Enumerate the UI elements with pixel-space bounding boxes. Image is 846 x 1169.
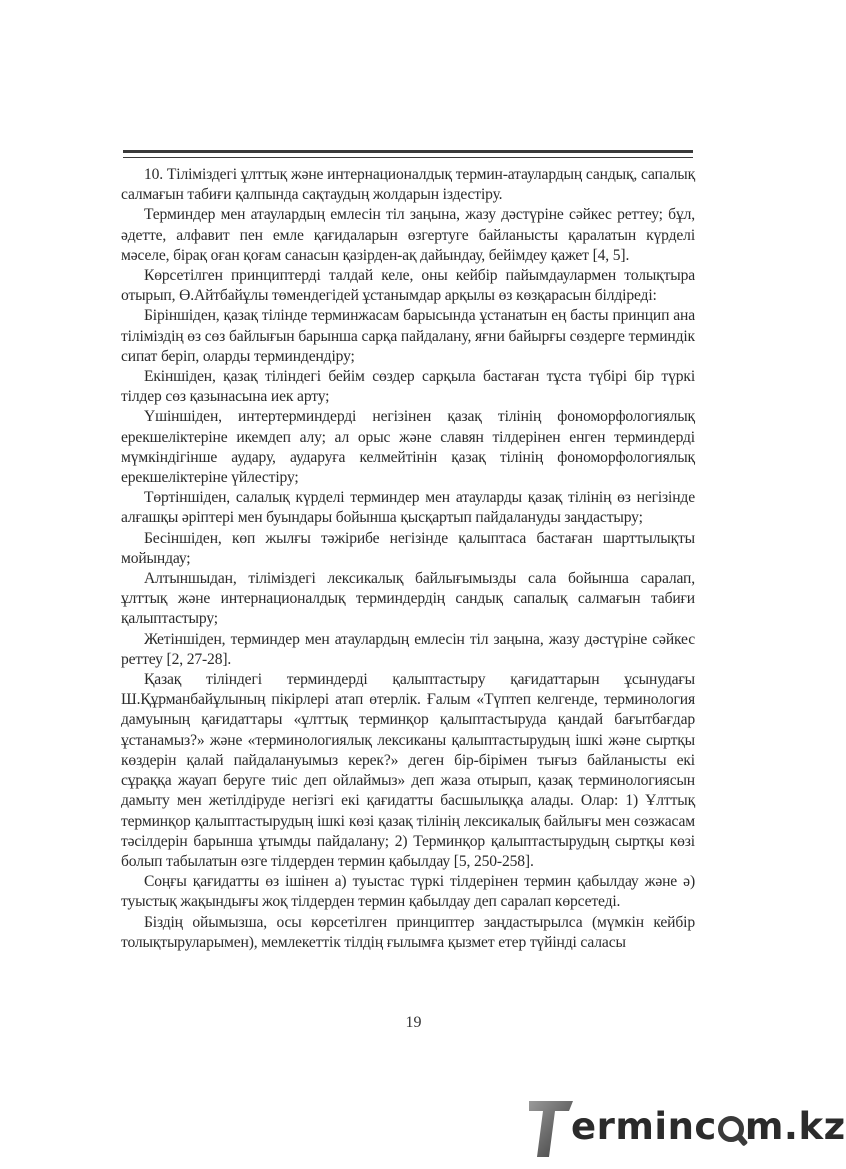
magnifier-icon <box>718 1116 744 1142</box>
paragraph: Үшіншіден, интертерминдерді негізінен қазақ тілінің фономорфологиялық ерекшеліктеріне икемдеп алу; ал орыс және славян тілдерінен енген терминдерді мүмкіндігінше аудару, аударуға келмейтінін қазақ тілінің фономорфологиялық ерекшеліктеріне үйлестіру; <box>121 408 695 487</box>
paragraph: 10. Тіліміздегі ұлттық және интернационалдық термин-атаулардың сандық, сапалық салмағын табиғи қалпында сақтаудың жолдарын іздестіру. <box>121 166 695 204</box>
paragraph: Қазақ тіліндегі терминдерді қалыптастыру қағидаттарын ұсынудағы Ш.Құрманбайұлының пікірлері атап өтерлік. Ғалым «Түптеп келгенде, терминология дамуының қағидаттары «ұлттық терминқор қалыптастыруда қандай бағытбағдар ұстанамыз?» және «терминологиялық лексиканы қалыптастырудың ішкі және сыртқы көздерін қалай пайдалануымыз керек?» деген бір-бірімен тығыз байланысты екі сұраққа жауап беруге тиіс деп ойлаймыз» деп жаза отырып, қазақ терминологиясын дамыту мен жетілдіруде негізгі екі қағидатты басшылыққа алады. Олар: 1) Ұлттық терминқор қалыптастырудың ішкі көзі қазақ тілінің лексикалық байлығы мен сөзжасам тәсілдерін барынша ұтымды пайдалану; 2) Терминқор қалыптастырудың сыртқы көзі болып табылатын өзге тілдерден термин қабылдау [5, 250-258]. <box>121 671 695 870</box>
paragraph: Алтыншыдан, тіліміздегі лексикалық байлығымызды сала бойынша саралап, ұлттық және интернационалдық терминдердің сандық сапалық салмағын табиғи қалыптастыру; <box>121 570 695 628</box>
header-rule-thick <box>123 150 693 153</box>
paragraph: Жетіншіден, терминдер мен атаулардың емлесін тіл заңына, жазу дәстүріне сәйкес реттеу [2, 27-28]. <box>121 630 695 668</box>
paragraph: Соңғы қағидатты өз ішінен а) туыстас түркі тілдерінен термин қабылдау және ә) туыстық жақындығы жоқ тілдерден термин қабылдау деп саралап көрсетеді. <box>121 873 695 911</box>
paragraph: Біздің ойымызша, осы көрсетілген принциптер заңдастырылса (мүмкін кейбір толықтыруларымен), мемлекеттік тілдің ғылымға қызмет етер түйінді саласы <box>121 913 695 951</box>
logo-t-mark <box>527 1097 575 1159</box>
paragraph: Терминдер мен атаулардың емлесін тіл заңына, жазу дәстүріне сәйкес реттеу; бұл, әдетте, алфавит пен емле қағидаларын өзгертуге байланысты қаралатын күрделі мәселе, бірақ оған қоғам санасын қазірден-ақ дайындау, бейімдеу қажет [4, 5]. <box>121 206 695 264</box>
page-number: 19 <box>405 1014 422 1031</box>
paragraph: Біріншіден, қазақ тілінде терминжасам барысында ұстанатын ең басты принцип ана тіліміздің өз сөз байлығын барынша сарқа пайдалану, яғни байырғы сөздерге терминдік сипат беріп, оларды терминдендіру; <box>121 307 695 365</box>
paragraph: Екіншіден, қазақ тіліндегі бейім сөздер сарқыла бастаған тұста түбірі бір түркі тілдер сөз қазынасына иек арту; <box>121 368 695 406</box>
paragraph: Төртіншіден, салалық күрделі терминдер мен атауларды қазақ тілінің өз негізінде алғашқы әріптері мен буындары бойынша қысқартып пайдалануды заңдастыру; <box>121 489 695 527</box>
paragraph: Бесіншіден, көп жылғы тәжірибе негізінде қалыптаса бастаған шарттылықты мойындау; <box>121 529 695 567</box>
termincom-logo <box>527 1097 846 1161</box>
logo-wordmark: erminc m.kz <box>571 1105 846 1148</box>
header-rule-thin <box>123 157 693 158</box>
body-text <box>121 165 695 953</box>
paragraph: Көрсетілген принциптерді талдай келе, оны кейбір пайымдаулармен толықтыра отырып, Ө.Айтбайұлы төмендегідей ұстанымдар арқылы өз көзқарасын білдіреді: <box>121 267 695 305</box>
